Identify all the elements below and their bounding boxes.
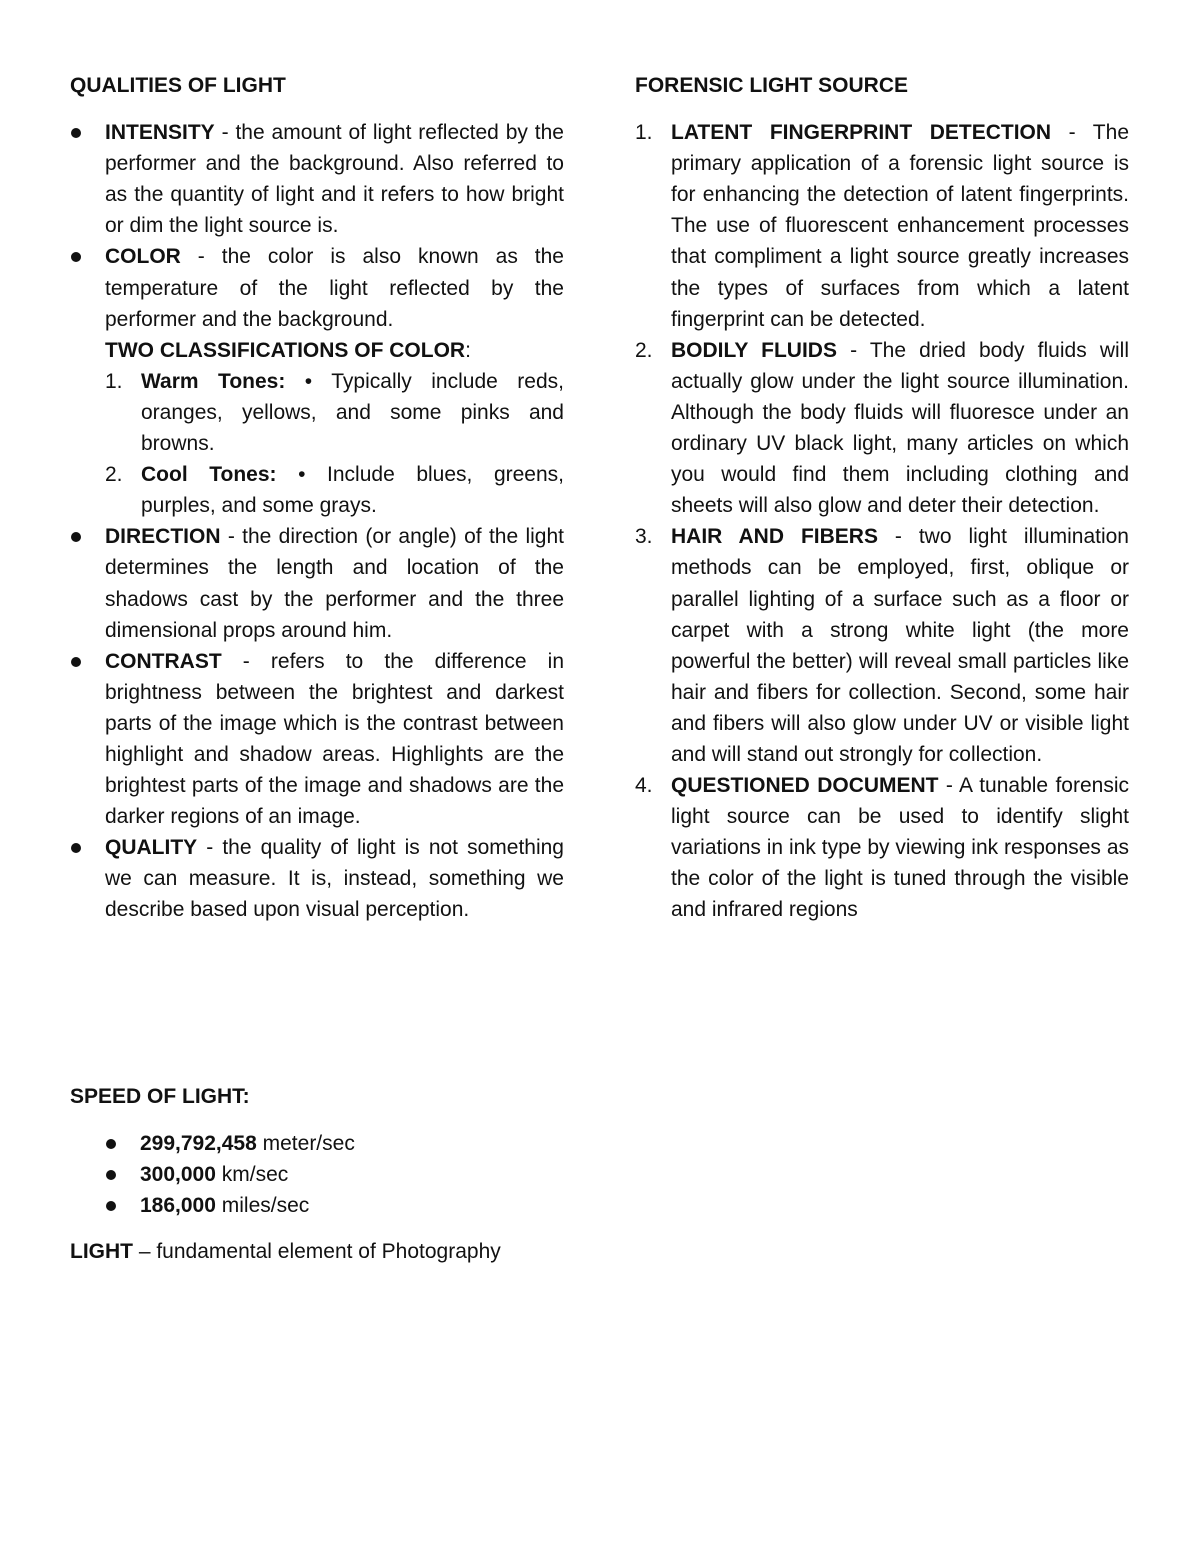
- item-number: 1.: [635, 121, 653, 145]
- qualities-list: [70, 117, 564, 335]
- item-text: - The dried body fluids will actually glow under the light source illumination. Although the body fluids will fluoresce under an ordinary UV black light, many articles on which you would find them including clothing and sheets will also glow and deter their detection.: [671, 338, 1129, 518]
- speed-value: 299,792,458: [140, 1132, 257, 1156]
- qualities-section: [70, 70, 564, 926]
- qualities-list-continued: [70, 521, 564, 925]
- list-item: [635, 770, 1129, 925]
- light-definition: [70, 1236, 770, 1267]
- intensity-item: [70, 117, 564, 241]
- contrast-term: CONTRAST: [105, 649, 222, 673]
- tones-list: [105, 366, 564, 521]
- speed-value: 300,000: [140, 1163, 216, 1187]
- light-term: LIGHT: [70, 1240, 133, 1263]
- intensity-text: - the amount of light reflected by the performer and the background. Also referred to as the quantity of light and it refers to how bright or dim the light source is.: [105, 121, 564, 238]
- speed-section: [70, 1081, 670, 1221]
- tone-term: Cool Tones:: [141, 463, 277, 487]
- item-number: 2.: [635, 338, 653, 362]
- contrast-text: - refers to the difference in brightness between the brightest and darkest parts of the image which is the contrast between highlight and shadow areas. Highlights are the brightest parts of the image and shadows are the darker regions of an image.: [105, 649, 564, 829]
- direction-item: [70, 521, 564, 645]
- direction-term: DIRECTION: [105, 525, 221, 549]
- speed-value: 186,000: [140, 1194, 216, 1218]
- speed-list: [70, 1128, 670, 1221]
- tone-text: • Include blues, greens, purples, and some grays.: [141, 463, 564, 518]
- quality-item: [70, 832, 564, 925]
- item-text: - two light illumination methods can be employed, first, oblique or parallel lighting of a surface such as a floor or carpet with a strong white light (the more powerful the better) will reveal small particles like hair and fibers for collection. Second, some hair and fibers will also glow under UV or visible light and will stand out strongly for collection.: [671, 525, 1129, 766]
- item-number: 3.: [635, 525, 653, 549]
- item-term: HAIR AND FIBERS: [671, 525, 878, 549]
- list-item: [70, 1159, 670, 1190]
- forensic-list: [635, 117, 1129, 925]
- color-term: COLOR: [105, 245, 181, 269]
- list-item: [105, 366, 564, 459]
- item-text: - The primary application of a forensic light source is for enhancing the detection of latent fingerprints. The use of fluorescent enhancement processes that compliment a light source greatly increases the types of surfaces from which a latent fingerprint can be detected.: [671, 121, 1129, 331]
- speed-unit: km/sec: [215, 1163, 289, 1187]
- speed-heading: SPEED OF LIGHT:: [70, 1085, 250, 1108]
- tone-text: • Typically include reds, oranges, yellows, and some pinks and browns.: [141, 369, 564, 456]
- quality-text: - the quality of light is not something we can measure. It is, instead, something we describe based upon visual perception.: [105, 836, 564, 922]
- color-item: [70, 241, 564, 334]
- speed-unit: meter/sec: [256, 1132, 355, 1156]
- color-text: - the color is also known as the temperature of the light reflected by the performer and the background.: [105, 245, 564, 331]
- forensic-heading: FORENSIC LIGHT SOURCE: [635, 74, 909, 97]
- list-item: [635, 335, 1129, 522]
- tone-number: 2.: [105, 463, 123, 487]
- list-item: [70, 1190, 670, 1221]
- list-item: [70, 1128, 670, 1159]
- direction-text: - the direction (or angle) of the light determines the length and location of the shadows cast by the performer and the three dimensional props around him.: [105, 525, 564, 642]
- list-item: [105, 459, 564, 521]
- item-number: 4.: [635, 774, 653, 798]
- list-item: [635, 117, 1129, 335]
- item-text: - A tunable forensic light source can be used to identify slight variations in ink type by viewing ink responses as the color of the light is tuned through the visible and infrared regions: [671, 774, 1129, 922]
- forensic-section: [635, 70, 1129, 926]
- tone-number: 1.: [105, 369, 123, 393]
- quality-term: QUALITY: [105, 836, 198, 860]
- classifications-heading-line: [105, 335, 564, 366]
- light-text: – fundamental element of Photography: [133, 1240, 501, 1263]
- speed-unit: miles/sec: [215, 1194, 310, 1218]
- item-term: LATENT FINGERPRINT DETECTION: [671, 121, 1052, 145]
- qualities-heading: QUALITIES OF LIGHT: [70, 74, 286, 97]
- contrast-item: [70, 646, 564, 833]
- classifications-colon: :: [465, 338, 471, 362]
- list-item: [635, 521, 1129, 770]
- classifications-heading: TWO CLASSIFICATIONS OF COLOR: [105, 338, 466, 362]
- item-term: BODILY FLUIDS: [671, 338, 837, 362]
- color-classifications: [70, 335, 564, 522]
- tone-term: Warm Tones:: [141, 369, 286, 393]
- intensity-term: INTENSITY: [105, 121, 215, 145]
- item-term: QUESTIONED DOCUMENT: [671, 774, 939, 798]
